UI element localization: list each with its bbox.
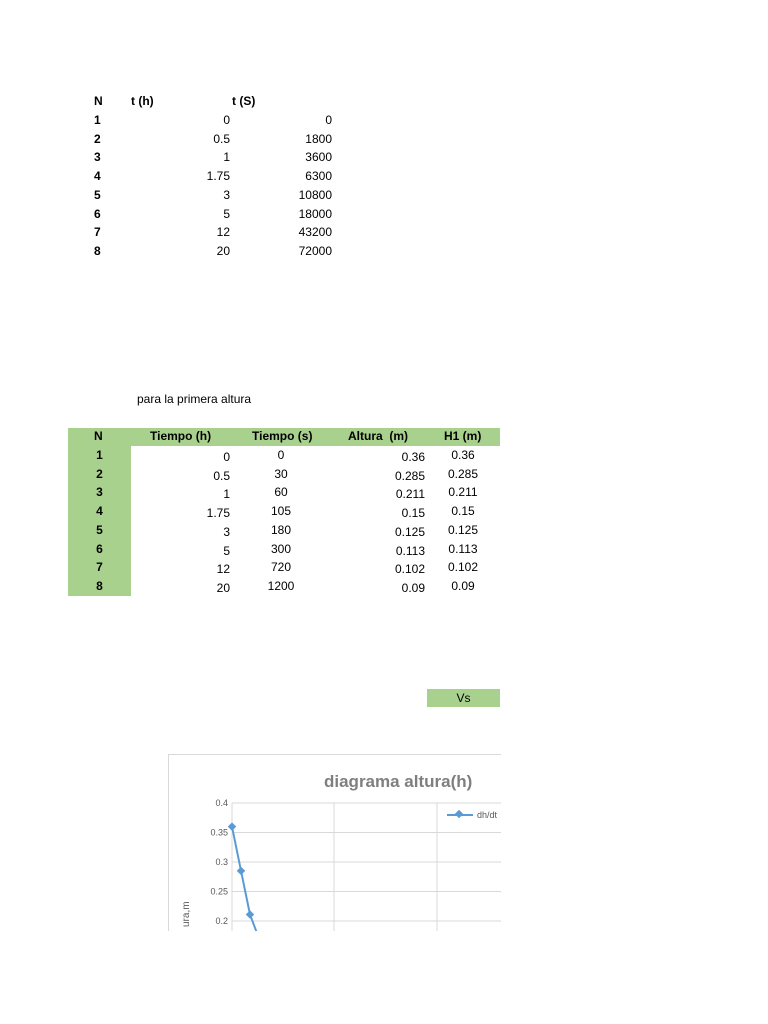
table1-cell: 5 (223, 206, 230, 221)
vs-label: Vs (456, 691, 471, 705)
table2-cell: 0.102 (447, 560, 479, 575)
table1-cell: 3600 (305, 150, 332, 165)
table2-cell: 0.113 (395, 543, 425, 558)
chart-y-axis-label: ura,m (181, 901, 192, 927)
table1-cell: 18000 (298, 206, 332, 221)
table2-cell: 0 (223, 450, 230, 464)
table2-cell: 3 (223, 524, 230, 539)
table1-cell: 3 (223, 187, 230, 202)
chart-data-point (228, 822, 236, 830)
table2-cell: 12 (216, 562, 230, 577)
table2-cell: 20 (216, 580, 230, 595)
table1-cell: 43200 (298, 225, 332, 240)
table2-cell: 0.09 (451, 578, 475, 593)
table2-cell: 0.125 (394, 524, 425, 539)
chart-y-tick-label: 0.35 (210, 827, 228, 838)
table1-cell: 0 (223, 113, 230, 127)
table1-cell: 2 (94, 131, 101, 146)
chart-y-tick-label: 0.3 (215, 857, 228, 867)
legend-marker (455, 810, 463, 818)
table2-header-row (68, 428, 500, 446)
table2-cell: 1200 (267, 578, 295, 593)
table1-cell: 1 (94, 113, 101, 127)
table2-cell: 105 (270, 504, 292, 519)
table1-header-n: N (94, 94, 103, 108)
table1-cell: 6300 (305, 169, 332, 184)
table2-cell: 0.36 (451, 448, 475, 462)
table1-cell: 8 (94, 243, 101, 258)
table2-cell: 720 (270, 560, 292, 575)
table2-cell: 0.125 (447, 522, 479, 537)
table2-cell: 8 (96, 578, 103, 593)
table2-cell: 5 (96, 522, 103, 537)
table1-cell: 7 (94, 225, 101, 240)
table2-header-altura: Altura (m) (348, 429, 408, 443)
table2-cell: 0.102 (394, 562, 425, 577)
table2-cell: 3 (96, 485, 103, 500)
table1-cell: 0 (325, 113, 332, 127)
chart-y-tick-label: 0.2 (215, 916, 228, 926)
table2-cell: 1 (223, 487, 230, 502)
table2-cell: 2 (96, 466, 103, 481)
table2-header-tiempo-s: Tiempo (s) (252, 429, 313, 443)
table1-cell: 3 (94, 150, 101, 165)
table2-cell: 6 (96, 541, 103, 556)
table1-cell: 72000 (298, 243, 332, 258)
table2-cell: 30 (274, 466, 288, 481)
chart-data-point (246, 910, 254, 918)
table2-cell: 300 (270, 541, 292, 556)
height-chart (168, 754, 501, 931)
chart-legend (447, 810, 498, 820)
table2-cell: 0.15 (451, 504, 475, 519)
table2-header-n: N (94, 429, 103, 443)
section-label: para la primera altura (137, 392, 252, 406)
table1-cell: 20 (216, 243, 230, 258)
table2-cell: 0.09 (401, 580, 425, 595)
table2-cell: 60 (274, 485, 288, 500)
legend-label: dh/dt (477, 810, 498, 820)
table1-cell: 12 (216, 225, 230, 240)
chart-data-point (237, 867, 245, 875)
table2-cell: 0.211 (395, 487, 425, 502)
table1-cell: 1.75 (206, 169, 230, 184)
chart-svg (169, 755, 501, 931)
table1-header-t-hours: t (h) (131, 94, 154, 108)
table2-cell: 5 (223, 543, 230, 558)
table2-cell: 0.5 (213, 468, 230, 483)
table2-cell: 1 (96, 448, 103, 462)
table2-cell: 0.36 (401, 450, 425, 464)
table2-cell: 0 (277, 448, 285, 462)
table2-header-h1: H1 (m) (444, 429, 482, 443)
table2-cell: 4 (96, 504, 103, 519)
table2-cell: 0.285 (447, 466, 479, 481)
table2-cell: 0.15 (401, 506, 425, 521)
table1-cell: 1800 (305, 131, 332, 146)
table1-header-t-seconds: t (S) (232, 94, 256, 108)
table2-cell: 0.285 (394, 468, 425, 483)
table2-cell: 0.211 (448, 485, 478, 500)
chart-y-tick-label: 0.4 (215, 798, 228, 808)
table1-cell: 5 (94, 187, 101, 202)
chart-title: diagrama altura(h) (324, 772, 473, 791)
table2-cell: 7 (96, 560, 103, 575)
chart-y-tick-label: 0.25 (210, 886, 228, 897)
table2-cell: 0.113 (448, 541, 478, 556)
table2-cell: 1.75 (206, 506, 230, 521)
table1-cell: 0.5 (213, 131, 230, 146)
table2-header-tiempo-h: Tiempo (h) (150, 429, 212, 443)
table2-cell: 180 (270, 522, 292, 537)
table1-cell: 4 (94, 169, 101, 184)
table1-cell: 6 (94, 206, 101, 221)
table1-cell: 10800 (298, 187, 332, 202)
vs-label-box (427, 689, 500, 707)
table1-cell: 1 (223, 150, 230, 165)
